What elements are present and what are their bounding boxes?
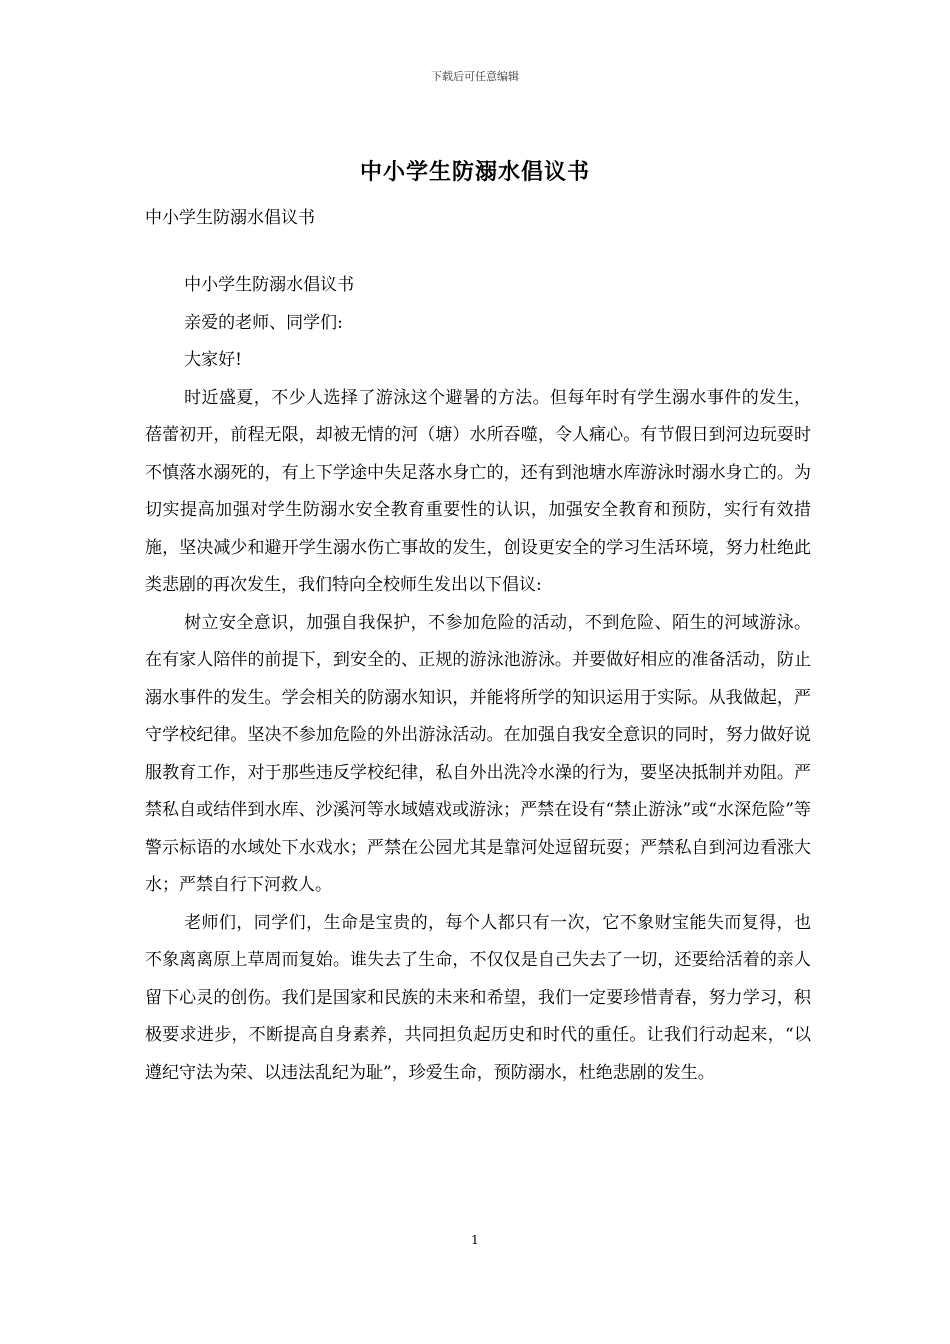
document-subtitle: 中小学生防溺水倡议书 bbox=[145, 208, 315, 228]
document-title: 中小学生防溺水倡议书 bbox=[359, 159, 590, 185]
greeting: 大家好! bbox=[184, 350, 242, 370]
document-body bbox=[145, 267, 811, 1092]
body-heading: 中小学生防溺水倡议书 bbox=[184, 275, 355, 295]
paragraph-proposals: 树立安全意识，加强自我保护，不参加危险的活动，不到危险、陌生的河域游泳。在有家人陪伴的前提下，到安全的、正规的游泳池游泳。并要做好相应的准备活动，防止溺水事件的发生。学会相关的防溺水知识，并能将所学的知识运用于实际。从我做起，严守学校纪律。坚决不参加危险的外出游泳活动。在加强自我安全意识的同时，努力做好说服教育工作，对于那些违反学校纪律，私自外出洗冷水澡的行为，要坚决抵制并劝阻。严禁私自或结伴到水库、沙溪河等水域嬉戏或游泳；严禁在设有“禁止游泳”或“水深危险”等警示标语的水域处下水戏水；严禁在公园尤其是靠河处逗留玩耍；严禁私自到河边看涨大水；严禁自行下河救人。 bbox=[145, 612, 811, 895]
salutation: 亲爱的老师、同学们: bbox=[184, 312, 343, 333]
paragraph-intro: 时近盛夏，不少人选择了游泳这个避暑的方法。但每年时有学生溺水事件的发生，蓓蕾初开，前程无限，却被无情的河（塘）水所吞噬，令人痛心。有节假日到河边玩耍时不慎落水溺死的，有上下学途中失足落水身亡的，还有到池塘水库游泳时溺水身亡的。为切实提高加强对学生防溺水安全教育重要性的认识，加强安全教育和预防，实行有效措施，坚决减少和避开学生溺水伤亡事故的发生，创设更安全的学习生活环境，努力杜绝此类悲剧的再次发生，我们特向全校师生发出以下倡议: bbox=[145, 387, 811, 595]
paragraph-closing: 老师们，同学们，生命是宝贵的，每个人都只有一次，它不象财宝能失而复得，也不象离离原上草周而复始。谁失去了生命，不仅仅是自己失去了一切，还要给活着的亲人留下心灵的创伤。我们是国家和民族的未来和希望，我们一定要珍惜青春，努力学习，积极要求进步，不断提高自身素养，共同担负起历史和时代的重任。让我们行动起来，“以遵纪守法为荣、以违法乱纪为耻”，珍爱生命，预防溺水，杜绝悲剧的发生。 bbox=[145, 912, 811, 1083]
header-note: 下载后可任意编辑 bbox=[431, 70, 519, 83]
page-number: 1 bbox=[471, 1233, 479, 1247]
